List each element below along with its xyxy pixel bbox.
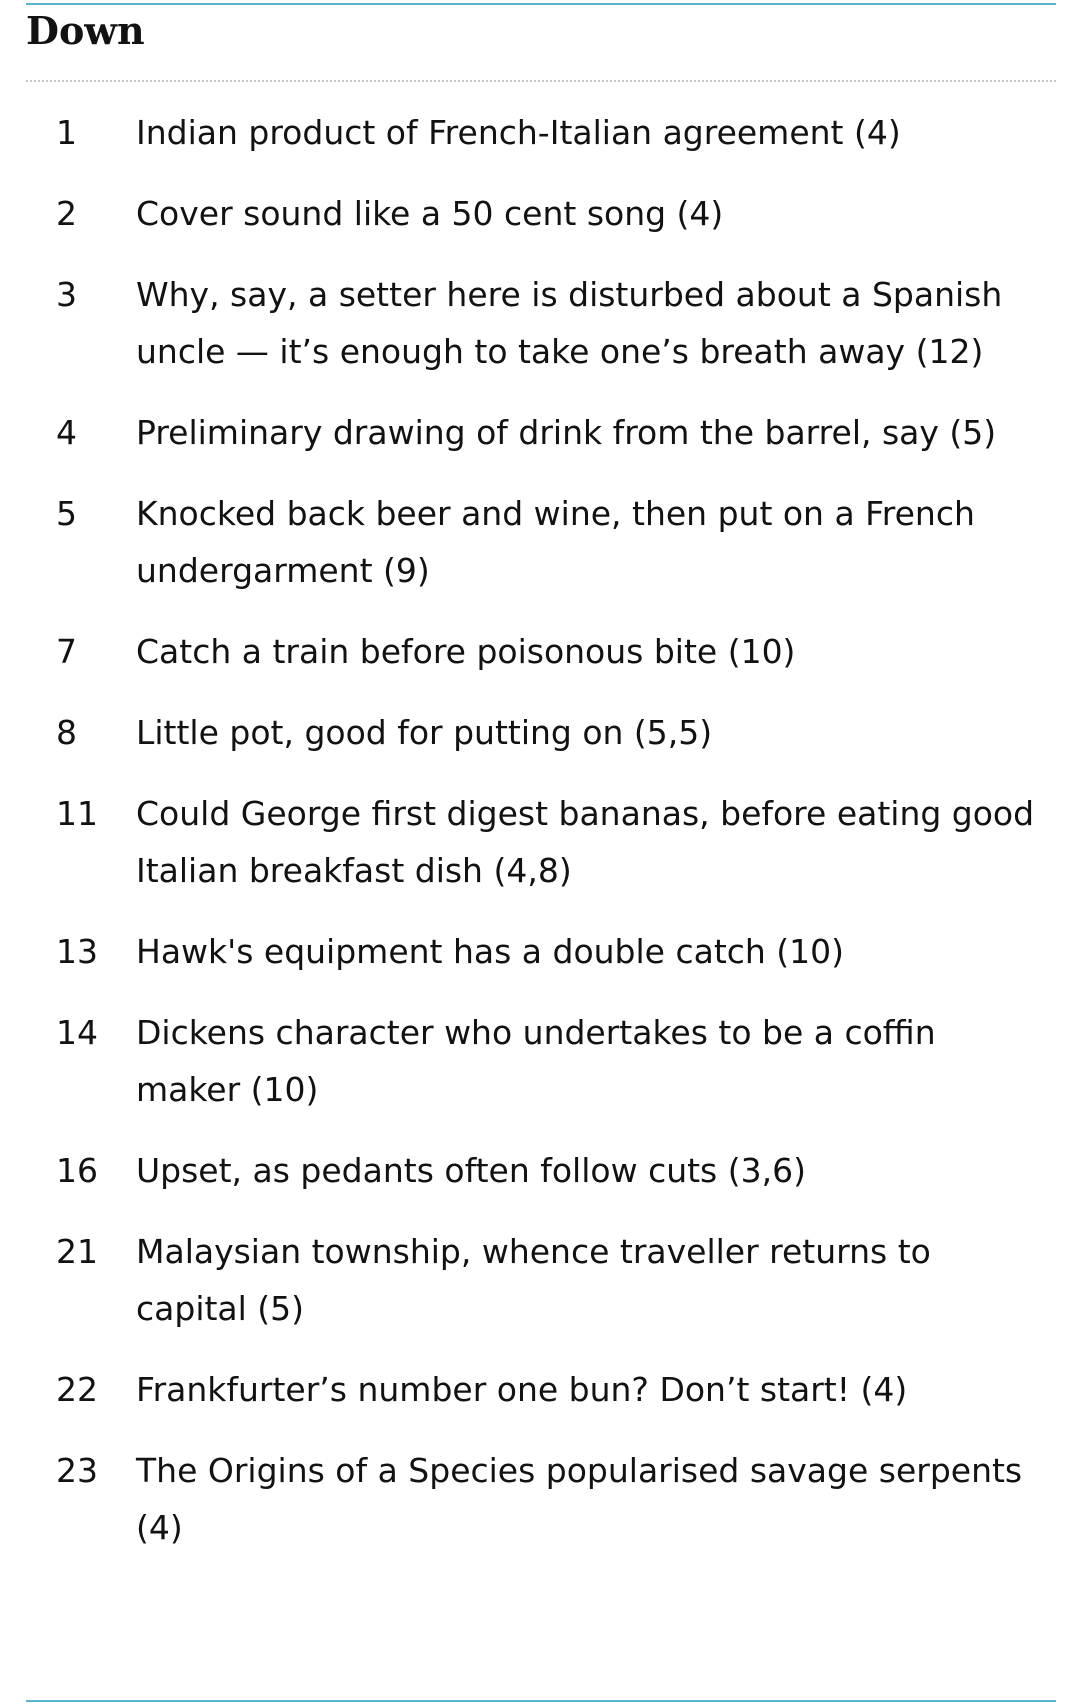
clue-item[interactable] (0, 785, 1080, 899)
clue-item[interactable] (0, 1223, 1080, 1337)
clue-item[interactable] (0, 623, 1080, 680)
clue-number: 5 (56, 494, 77, 533)
clue-item[interactable] (0, 1442, 1080, 1556)
clue-item[interactable] (0, 266, 1080, 380)
clue-item[interactable] (0, 1004, 1080, 1118)
clue-item[interactable] (0, 704, 1080, 761)
clue-item[interactable] (0, 404, 1080, 461)
clue-text: Why, say, a setter here is disturbed about a Spanish uncle — it’s enough to take one’s breath away (12) (136, 275, 1003, 371)
clue-text: Catch a train before poisonous bite (10) (136, 632, 796, 671)
clue-text: Frankfurter’s number one bun? Don’t start! (4) (136, 1370, 908, 1409)
clue-number: 13 (56, 932, 98, 971)
clue-text: The Origins of a Species popularised savage serpents (4) (136, 1451, 1023, 1547)
clue-item[interactable] (0, 1361, 1080, 1418)
clue-item[interactable] (0, 1142, 1080, 1199)
clue-number: 14 (56, 1013, 98, 1052)
clue-number: 4 (56, 413, 77, 452)
clue-text: Could George first digest bananas, before eating good Italian breakfast dish (4,8) (136, 794, 1035, 890)
clue-text: Preliminary drawing of drink from the barrel, say (5) (136, 413, 997, 452)
clue-number: 11 (56, 794, 98, 833)
top-divider (26, 3, 1056, 5)
down-clue-list (0, 104, 1080, 1580)
clue-text: Cover sound like a 50 cent song (4) (136, 194, 724, 233)
clue-text: Dickens character who undertakes to be a coffin maker (10) (136, 1013, 936, 1109)
clue-item[interactable] (0, 485, 1080, 599)
clue-number: 16 (56, 1151, 98, 1190)
clue-number: 8 (56, 713, 77, 752)
clue-text: Malaysian township, whence traveller returns to capital (5) (136, 1232, 931, 1328)
clue-item[interactable] (0, 923, 1080, 980)
clue-text: Upset, as pedants often follow cuts (3,6) (136, 1151, 806, 1190)
heading-divider (26, 80, 1056, 82)
clue-number: 21 (56, 1232, 98, 1271)
bottom-divider (26, 1700, 1056, 1702)
clue-item[interactable] (0, 185, 1080, 242)
clue-number: 22 (56, 1370, 98, 1409)
clue-text: Knocked back beer and wine, then put on a French undergarment (9) (136, 494, 975, 590)
clue-number: 7 (56, 632, 77, 671)
clue-text: Hawk's equipment has a double catch (10) (136, 932, 845, 971)
clue-number: 1 (56, 113, 77, 152)
clue-number: 23 (56, 1451, 98, 1490)
clue-number: 3 (56, 275, 77, 314)
clue-text: Indian product of French-Italian agreement (4) (136, 113, 901, 152)
clue-text: Little pot, good for putting on (5,5) (136, 713, 713, 752)
section-heading: Down (26, 8, 145, 53)
clue-item[interactable] (0, 104, 1080, 161)
clue-number: 2 (56, 194, 77, 233)
